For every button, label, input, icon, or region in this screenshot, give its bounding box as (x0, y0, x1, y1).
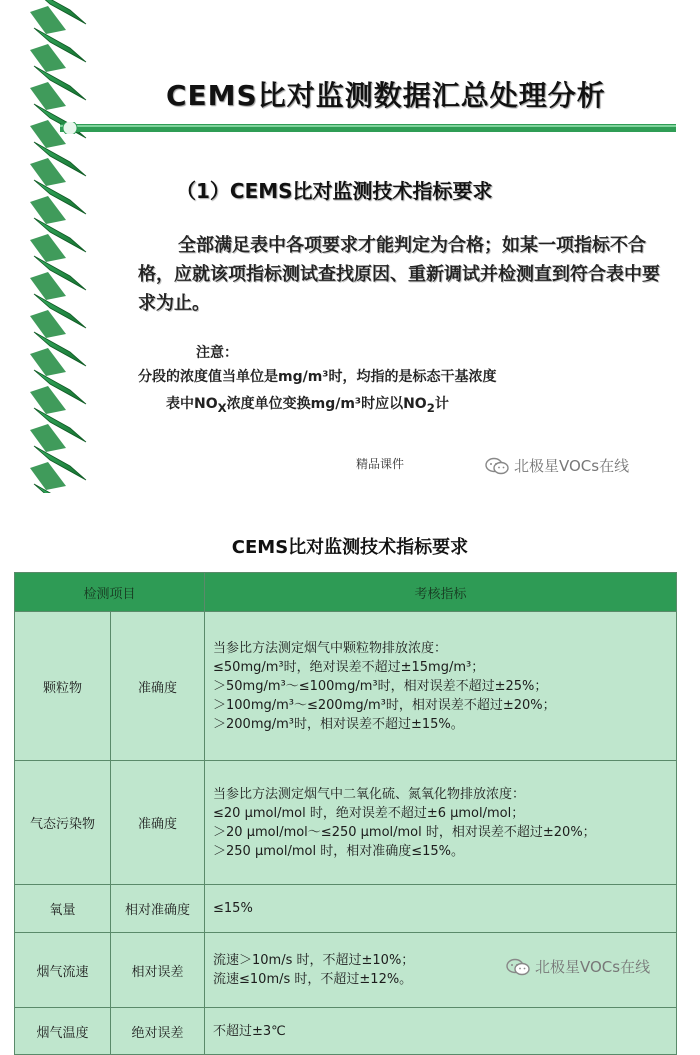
slide-subtitle: （1）CEMS比对监测技术指标要求 (176, 179, 493, 203)
slide (26, 0, 674, 493)
criteria-line: ≤20 μmol/mol 时，绝对误差不超过±6 μmol/mol； (213, 805, 525, 821)
table-title: CEMS比对监测技术指标要求 (231, 537, 469, 558)
header-item: 检测项目 (15, 573, 205, 612)
note-label: 注意： (196, 345, 238, 361)
slide-footer: 精品课件 (356, 457, 405, 471)
watermark-text: 北极星VOCs在线 (535, 958, 651, 976)
criteria-line: 当参比方法测定烟气中颗粒物排放浓度： (213, 640, 448, 656)
wechat-icon (505, 957, 531, 977)
criteria-line: 流速≤10m/s 时，不超过±12%。 (213, 972, 413, 987)
table-row (15, 761, 677, 885)
cell-item: 烟气温度 (15, 1008, 111, 1055)
title-divider (60, 122, 676, 134)
cell-criteria (205, 1008, 677, 1055)
cell-metric: 绝对误差 (111, 1008, 205, 1055)
cell-item: 氧量 (15, 885, 111, 933)
criteria-line: 当参比方法测定烟气中二氧化硫、氮氧化物排放浓度： (213, 786, 526, 802)
note-line-1: 分段的浓度值当单位是mg/m³时，均指的是标态干基浓度 (138, 369, 497, 385)
cell-criteria (205, 885, 677, 933)
watermark-text: 北极星VOCs在线 (514, 457, 630, 475)
table-row (15, 885, 677, 933)
criteria-line: ＞20 μmol/mol～≤250 μmol/mol 时，相对误差不超过±20%； (213, 824, 596, 840)
spiral-binding-decoration (26, 0, 90, 493)
header-criteria: 考核指标 (205, 573, 677, 612)
criteria-line: ≤50mg/m³时，绝对误差不超过±15mg/m³； (213, 659, 485, 675)
spec-table (14, 572, 677, 1055)
criteria-line: ＞100mg/m³～≤200mg/m³时，相对误差不超过±20%； (213, 697, 556, 713)
table-header-row (15, 573, 677, 612)
cell-criteria (205, 612, 677, 761)
slide-body-text: 全部满足表中各项要求才能判定为合格；如某一项指标不合格，应就该项指标测试查找原因、重新调试并检测直到符合表中要求为止。 (138, 235, 660, 314)
table-row (15, 1008, 677, 1055)
criteria-line: ≤15% (213, 901, 253, 916)
cell-metric: 准确度 (111, 612, 205, 761)
cell-metric: 相对误差 (111, 933, 205, 1008)
note-line-2: 表中$NO_X$浓度单位变换mg/m³时应以$NO_2$计 (166, 396, 449, 415)
watermark (505, 956, 650, 977)
criteria-line: 流速＞10m/s 时，不超过±10%； (213, 953, 415, 968)
cell-criteria (205, 761, 677, 885)
criteria-line: ＞50mg/m³～≤100mg/m³时，相对误差不超过±25%； (213, 678, 548, 694)
criteria-line: 不超过±3℃ (213, 1023, 286, 1039)
cell-metric: 准确度 (111, 761, 205, 885)
criteria-line: ＞250 μmol/mol 时，相对准确度≤15%。 (213, 843, 464, 859)
cell-item: 气态污染物 (15, 761, 111, 885)
cell-item: 烟气流速 (15, 933, 111, 1008)
table-row (15, 612, 677, 761)
slide-title: CEMS比对监测数据汇总处理分析 (166, 79, 606, 112)
table-body (15, 612, 677, 1055)
cell-item: 颗粒物 (15, 612, 111, 761)
cell-metric: 相对准确度 (111, 885, 205, 933)
wechat-icon (484, 456, 510, 476)
watermark (484, 455, 629, 476)
criteria-line: ＞200mg/m³时，相对误差不超过±15%。 (213, 716, 464, 732)
